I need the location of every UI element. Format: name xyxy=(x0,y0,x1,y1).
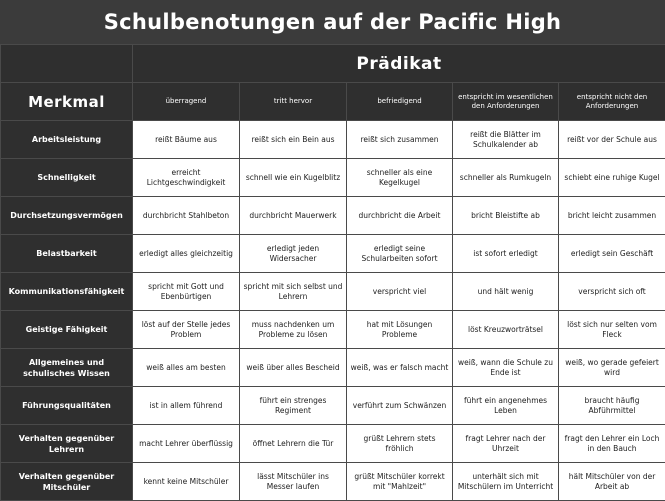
row-header: Belastbarkeit xyxy=(1,235,133,273)
column-header: überragend xyxy=(133,83,240,121)
table-row xyxy=(1,387,665,425)
corner-cell xyxy=(1,45,133,83)
column-header: entspricht im wesentlichen den Anforderungen xyxy=(453,83,559,121)
table-cell: reißt sich zusammen xyxy=(347,121,453,159)
row-header: Schnelligkeit xyxy=(1,159,133,197)
table-cell: führt ein angenehmes Leben xyxy=(453,387,559,425)
row-header: Führungsqualitäten xyxy=(1,387,133,425)
table-cell: reißt die Blätter im Schulkalender ab xyxy=(453,121,559,159)
row-header: Durchsetzungsvermögen xyxy=(1,197,133,235)
table-cell: schnell wie ein Kugelblitz xyxy=(240,159,347,197)
table-row xyxy=(1,463,665,501)
row-header: Verhalten gegenüber Lehrern xyxy=(1,425,133,463)
table-cell: und hält wenig xyxy=(453,273,559,311)
table-cell: löst Kreuzworträtsel xyxy=(453,311,559,349)
table-cell: verspricht viel xyxy=(347,273,453,311)
table-cell: weiß über alles Bescheid xyxy=(240,349,347,387)
table-cell: weiß alles am besten xyxy=(133,349,240,387)
table-cell: erledigt seine Schularbeiten sofort xyxy=(347,235,453,273)
table-cell: erledigt sein Geschäft xyxy=(559,235,665,273)
table-cell: grüßt Lehrern stets fröhlich xyxy=(347,425,453,463)
table-cell: schneller als Rumkugeln xyxy=(453,159,559,197)
table-cell: reißt Bäume aus xyxy=(133,121,240,159)
table-cell: unterhält sich mit Mitschülern im Unterricht xyxy=(453,463,559,501)
table-cell: braucht häufig Abführmittel xyxy=(559,387,665,425)
table-cell: hält Mitschüler von der Arbeit ab xyxy=(559,463,665,501)
table-row xyxy=(1,349,665,387)
table-row xyxy=(1,159,665,197)
table-row xyxy=(1,311,665,349)
table-cell: kennt keine Mitschüler xyxy=(133,463,240,501)
table-row xyxy=(1,235,665,273)
table-cell: bricht Bleistifte ab xyxy=(453,197,559,235)
table-cell: grüßt Mitschüler korrekt mit "Mahlzeit" xyxy=(347,463,453,501)
table-cell: reißt vor der Schule aus xyxy=(559,121,665,159)
table-cell: löst auf der Stelle jedes Problem xyxy=(133,311,240,349)
table-row xyxy=(1,425,665,463)
table-cell: durchbricht die Arbeit xyxy=(347,197,453,235)
table-cell: erledigt alles gleichzeitig xyxy=(133,235,240,273)
table-cell: verspricht sich oft xyxy=(559,273,665,311)
table-cell: durchbricht Stahlbeton xyxy=(133,197,240,235)
table-cell: lässt Mitschüler ins Messer laufen xyxy=(240,463,347,501)
table-cell: fragt Lehrer nach der Uhrzeit xyxy=(453,425,559,463)
table-cell: führt ein strenges Regiment xyxy=(240,387,347,425)
row-header: Verhalten gegenüber Mitschüler xyxy=(1,463,133,501)
table-cell: durchbricht Mauerwerk xyxy=(240,197,347,235)
column-header: tritt hervor xyxy=(240,83,347,121)
table-cell: weiß, wo gerade gefeiert wird xyxy=(559,349,665,387)
table-row xyxy=(1,197,665,235)
table-row xyxy=(1,273,665,311)
row-header: Kommunikationsfähigkeit xyxy=(1,273,133,311)
table-cell: weiß, wann die Schule zu Ende ist xyxy=(453,349,559,387)
table-cell: fragt den Lehrer ein Loch in den Bauch xyxy=(559,425,665,463)
table-cell: reißt sich ein Bein aus xyxy=(240,121,347,159)
table-cell: bricht leicht zusammen xyxy=(559,197,665,235)
table-cell: öffnet Lehrern die Tür xyxy=(240,425,347,463)
table-cell: weiß, was er falsch macht xyxy=(347,349,453,387)
page-title: Schulbenotungen auf der Pacific High xyxy=(0,0,665,43)
grading-table xyxy=(0,44,665,501)
table-cell: ist in allem führend xyxy=(133,387,240,425)
table-cell: erreicht Lichtgeschwindigkeit xyxy=(133,159,240,197)
table-cell: spricht mit sich selbst und Lehrern xyxy=(240,273,347,311)
table-cell: ist sofort erledigt xyxy=(453,235,559,273)
row-header: Arbeitsleistung xyxy=(1,121,133,159)
table-cell: löst sich nur selten vom Fleck xyxy=(559,311,665,349)
table-row xyxy=(1,121,665,159)
table-cell: schiebt eine ruhige Kugel xyxy=(559,159,665,197)
table-cell: verführt zum Schwänzen xyxy=(347,387,453,425)
table-cell: erledigt jeden Widersacher xyxy=(240,235,347,273)
table-cell: macht Lehrer überflüssig xyxy=(133,425,240,463)
table-cell: muss nachdenken um Probleme zu lösen xyxy=(240,311,347,349)
table-cell: schneller als eine Kegelkugel xyxy=(347,159,453,197)
criterion-header: Merkmal xyxy=(1,83,133,121)
row-header: Geistige Fähigkeit xyxy=(1,311,133,349)
predicate-header: Prädikat xyxy=(133,45,665,83)
column-header: befriedigend xyxy=(347,83,453,121)
row-header: Allgemeines und schulisches Wissen xyxy=(1,349,133,387)
column-header: entspricht nicht den Anforderungen xyxy=(559,83,665,121)
table-cell: hat mit Lösungen Probleme xyxy=(347,311,453,349)
table-cell: spricht mit Gott und Ebenbürtigen xyxy=(133,273,240,311)
